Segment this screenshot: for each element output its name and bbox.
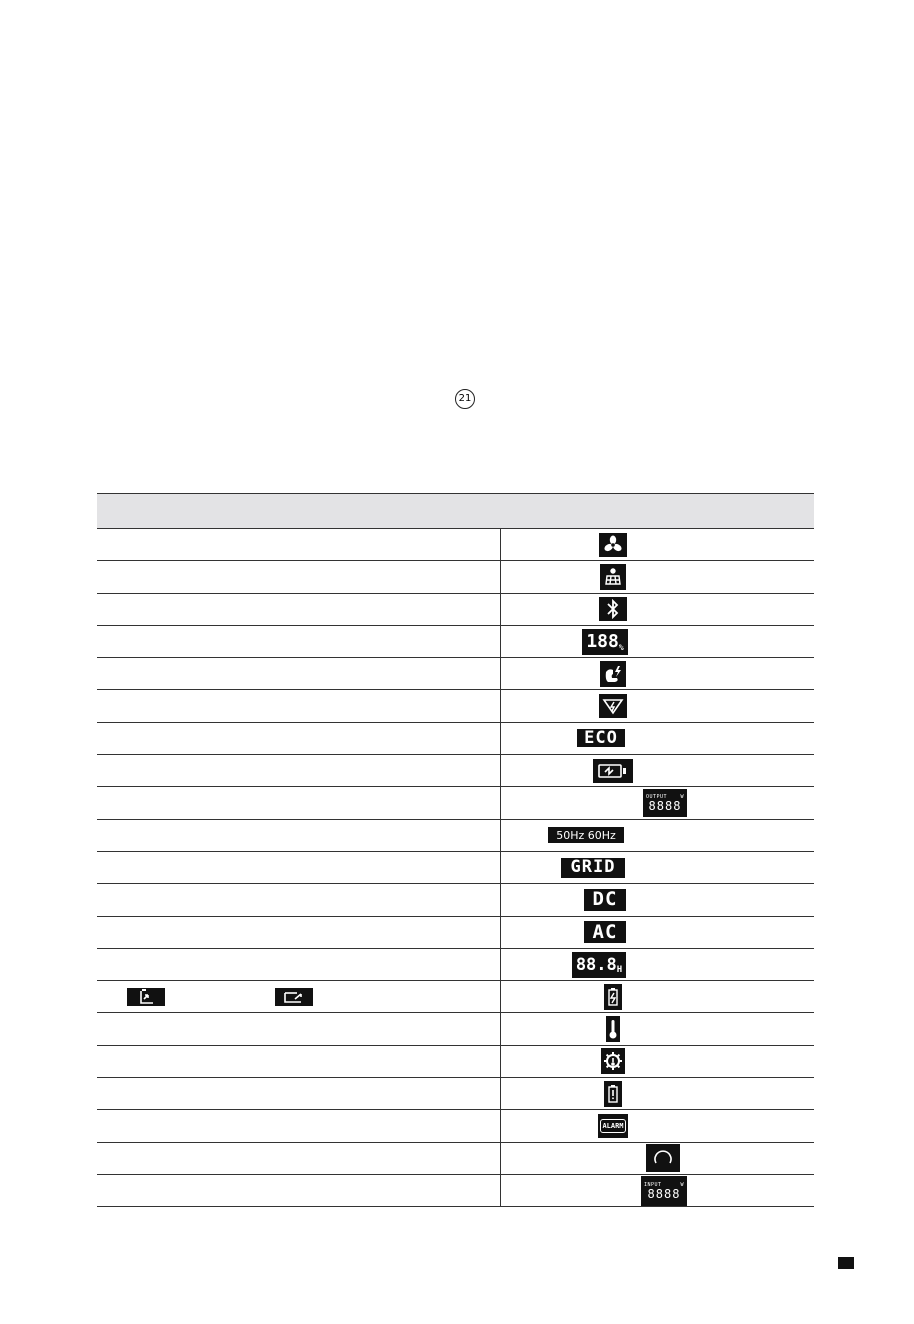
battery-warning-icon [604,1081,622,1107]
table-row [97,755,814,787]
table-row [97,1046,814,1078]
battery-percent-display: 188 % [582,629,628,655]
table-row [97,594,814,626]
indicator-table [97,493,814,1207]
table-row [97,1013,814,1045]
table-row [97,529,814,561]
input-watt-display: INPUT W 8888 [641,1176,687,1206]
grid-icon: GRID [561,858,625,878]
dc-icon: DC [584,889,626,911]
ring-icon [646,1144,680,1172]
table-row [97,981,814,1013]
table-row [97,723,814,755]
table-row [97,561,814,593]
battery-out-icon [275,988,313,1006]
eco-mode-icon: ECO [577,729,625,747]
battery-in-icon [127,988,165,1006]
lightning-shield-icon [599,694,627,718]
table-row [97,949,814,981]
table-row [97,626,814,658]
table-row [97,658,814,690]
circled-number-marker: 21 [455,389,475,409]
table-row [97,787,814,819]
table-row [97,690,814,722]
bluetooth-icon [599,597,627,621]
output-watt-display: OUTPUT W 8888 [643,789,687,817]
table-row [97,1078,814,1110]
power-boost-icon [600,661,626,687]
table-row [97,917,814,949]
solar-panel-icon [600,564,626,590]
alarm-icon: ALARM [598,1114,628,1138]
hours-display: 88.8 H [572,952,626,978]
table-row [97,820,814,852]
table-row [97,884,814,916]
battery-charging-icon [593,759,633,783]
table-row [97,1175,814,1207]
fan-icon [599,533,627,557]
battery-bolt-icon [604,984,622,1010]
ac-icon: AC [584,921,626,943]
gear-warning-icon [601,1048,625,1074]
thermometer-icon [606,1016,620,1042]
table-row [97,1110,814,1142]
frequency-display: 50Hz 60Hz [548,827,624,843]
page-marker-block [838,1257,854,1269]
table-row [97,1143,814,1175]
table-row [97,852,814,884]
table-header [97,493,814,529]
